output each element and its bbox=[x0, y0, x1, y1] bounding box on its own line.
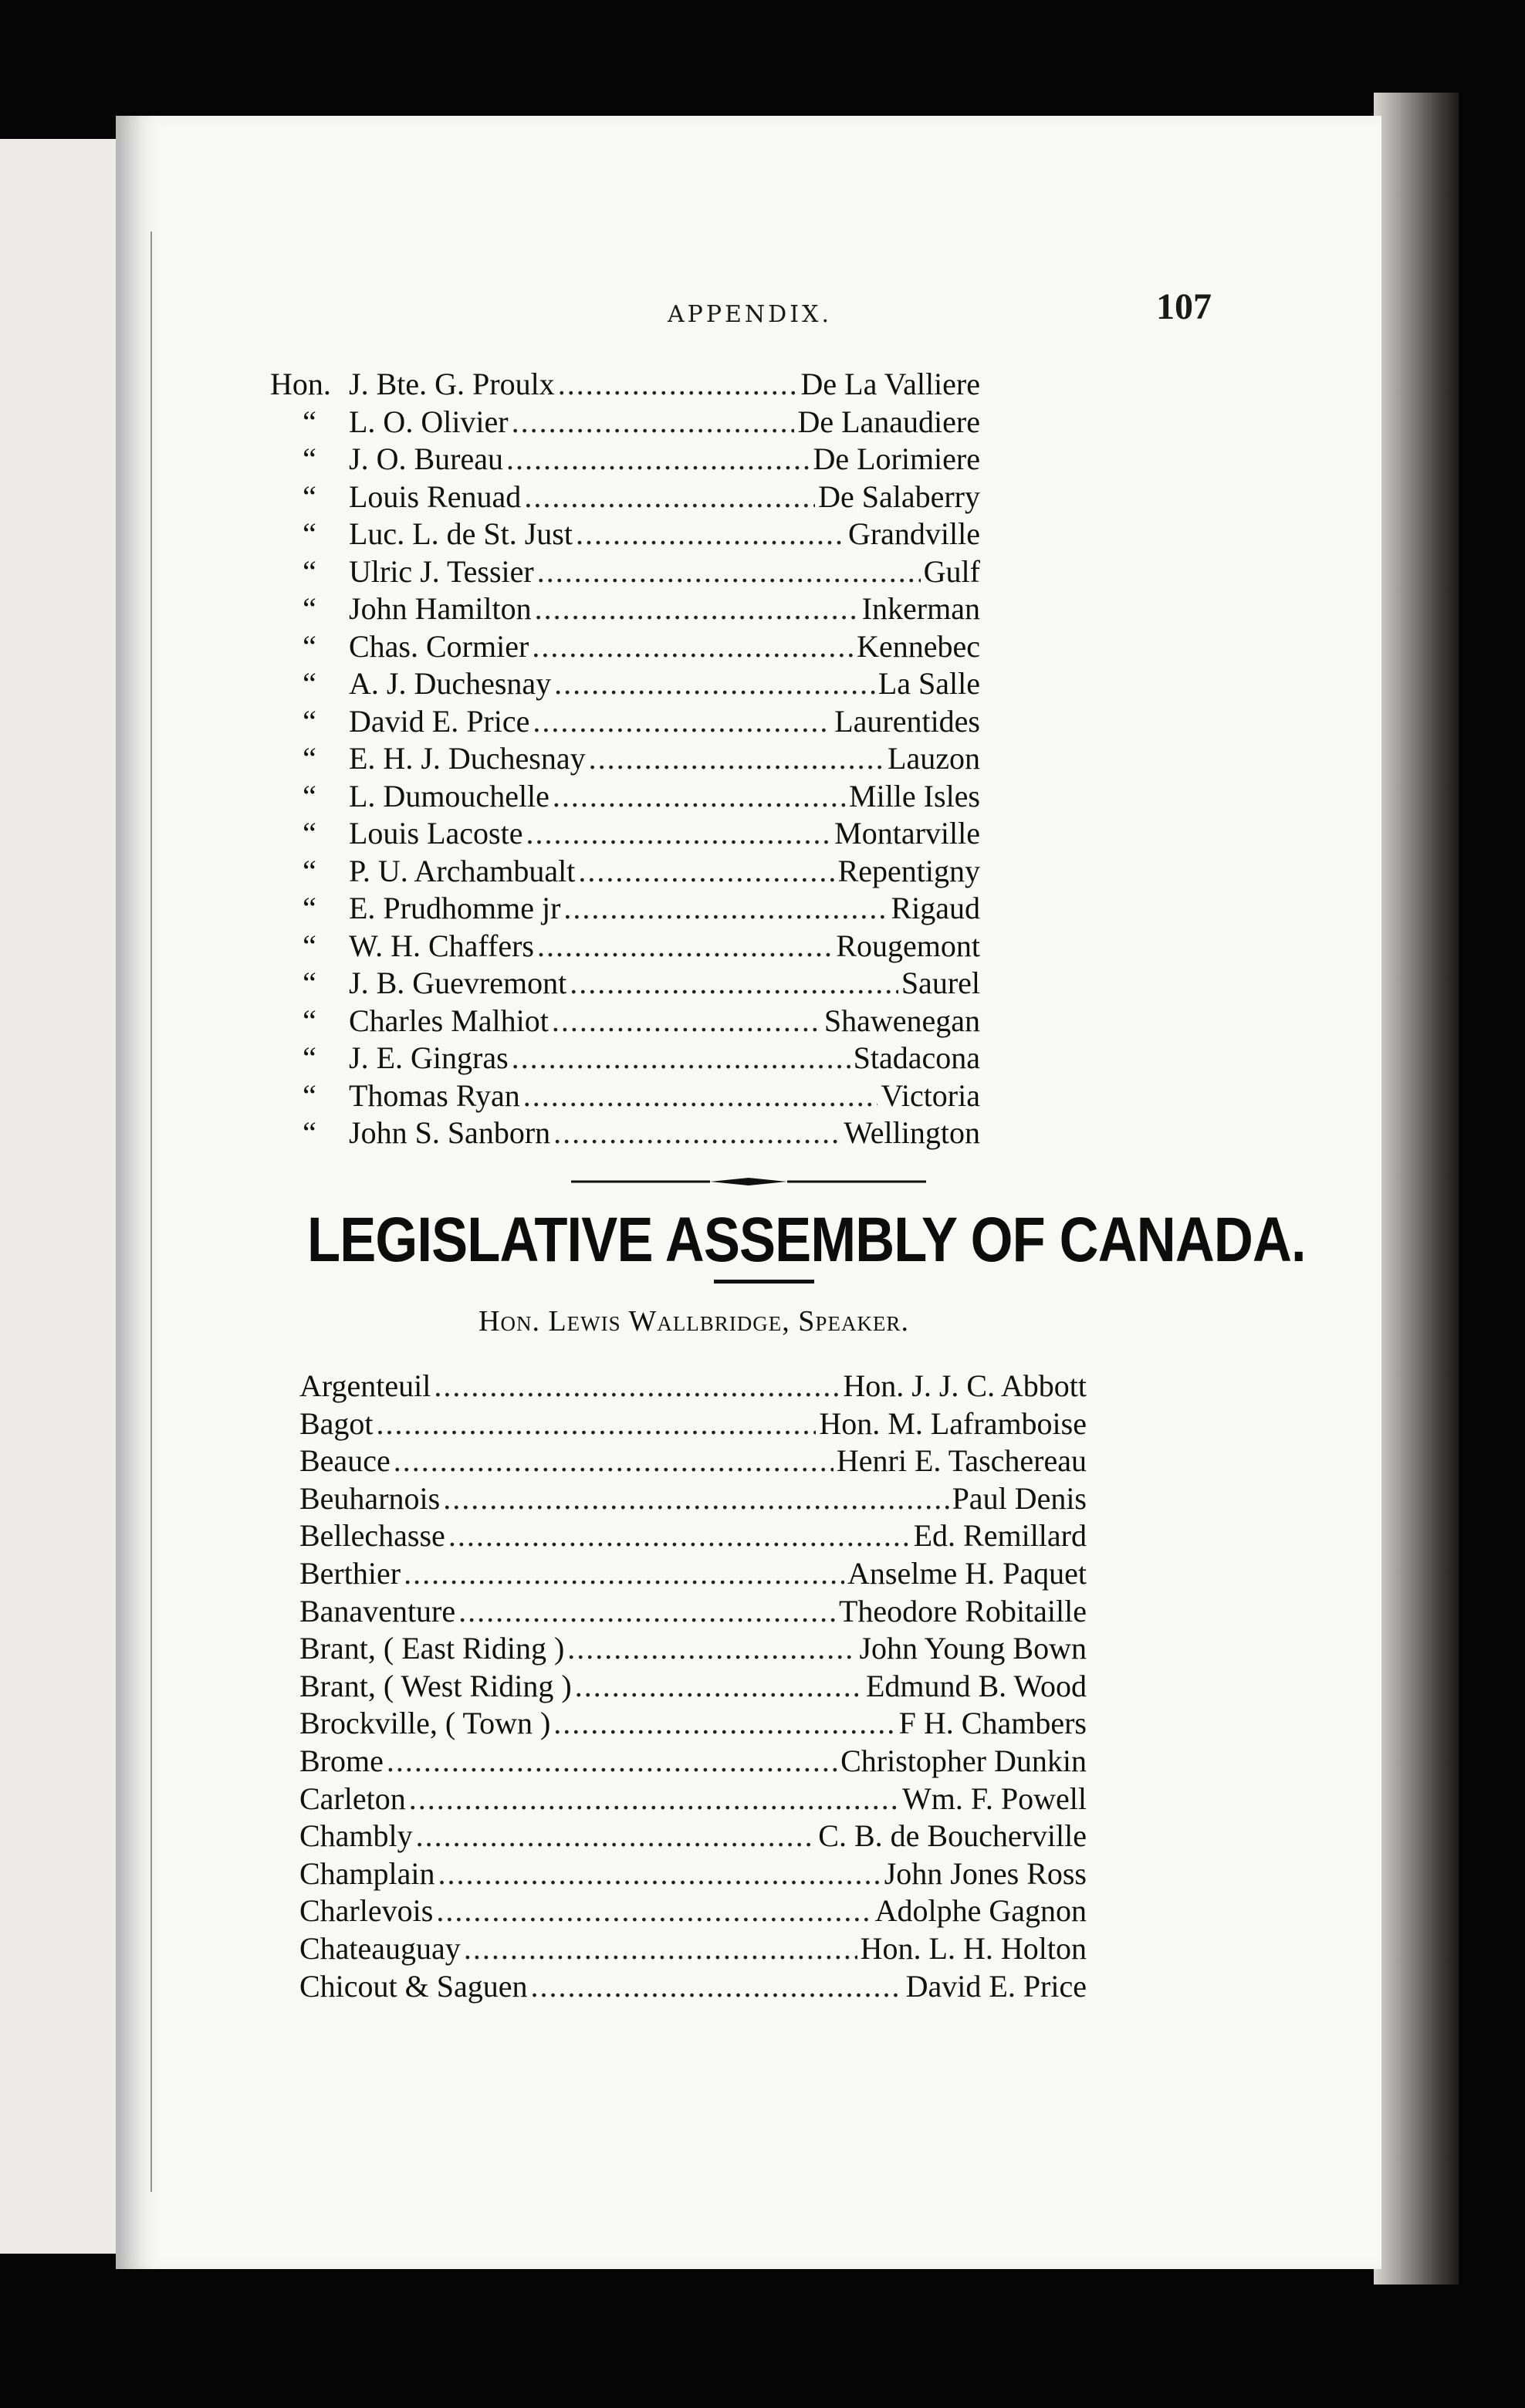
member-name: J. E. Gingras bbox=[349, 1040, 509, 1075]
leader-dots bbox=[438, 1855, 881, 1892]
list-item bbox=[270, 928, 980, 966]
list-item bbox=[270, 553, 980, 591]
list-item bbox=[270, 703, 980, 741]
member-prefix: “ bbox=[303, 628, 316, 664]
list-item bbox=[299, 1405, 1087, 1443]
list-item bbox=[299, 1855, 1087, 1893]
member-prefix: “ bbox=[303, 891, 316, 925]
member-prefix: “ bbox=[303, 1040, 316, 1075]
member-name: L. O. Olivier bbox=[349, 404, 509, 439]
member-prefix: “ bbox=[303, 703, 316, 739]
leader-dots bbox=[553, 1114, 840, 1151]
division-name: Mille Isles bbox=[849, 778, 980, 813]
member-prefix: “ bbox=[303, 441, 316, 476]
member-name: Louis Renuad bbox=[349, 479, 522, 514]
leader-dots bbox=[533, 703, 831, 739]
member-name: Hon. M. Laframboise bbox=[819, 1405, 1087, 1441]
member-name: E. Prudhomme jr bbox=[349, 891, 561, 925]
list-item bbox=[270, 665, 980, 703]
division-name: De Lorimiere bbox=[813, 441, 980, 476]
leader-dots bbox=[553, 778, 846, 814]
constituency-name: Banaventure bbox=[299, 1593, 456, 1628]
member-name: Chas. Cormier bbox=[349, 628, 529, 664]
constituency-name: Champlain bbox=[299, 1855, 435, 1891]
constituency-name: Brockville, ( Town ) bbox=[299, 1706, 551, 1741]
title-underline-rule bbox=[714, 1280, 814, 1283]
member-prefix: “ bbox=[303, 778, 316, 813]
division-name: Grandville bbox=[847, 516, 980, 551]
leader-dots bbox=[526, 815, 832, 851]
leader-dots bbox=[537, 553, 921, 590]
leader-dots bbox=[409, 1781, 899, 1817]
leader-dots bbox=[458, 1593, 836, 1629]
member-prefix: “ bbox=[303, 553, 316, 589]
book-fore-edge bbox=[1374, 93, 1459, 2285]
list-item bbox=[270, 815, 980, 853]
list-item bbox=[270, 965, 980, 1003]
constituency-name: Argenteuil bbox=[299, 1368, 431, 1403]
member-name: W. H. Chaffers bbox=[349, 928, 534, 963]
constituency-name: Chateauguay bbox=[299, 1930, 461, 1966]
member-name: J. B. Guevremont bbox=[349, 966, 567, 1000]
member-name: Paul Denis bbox=[952, 1480, 1087, 1516]
leader-dots bbox=[576, 516, 845, 552]
leader-dots bbox=[523, 1077, 878, 1114]
leader-dots bbox=[531, 1968, 903, 2004]
member-name: Wm. F. Powell bbox=[901, 1781, 1087, 1816]
leader-dots bbox=[553, 1705, 895, 1741]
member-name: C. B. de Boucherville bbox=[818, 1818, 1087, 1854]
division-name: Saurel bbox=[901, 966, 980, 1000]
division-name: Montarville bbox=[834, 816, 980, 851]
constituency-name: Berthier bbox=[299, 1555, 401, 1591]
section-title: LEGISLATIVE ASSEMBLY OF CANADA. bbox=[307, 1205, 1306, 1275]
list-item bbox=[270, 1003, 980, 1040]
list-item bbox=[270, 1040, 980, 1077]
member-name: F H. Chambers bbox=[898, 1706, 1087, 1741]
list-item bbox=[270, 740, 980, 778]
leader-dots bbox=[448, 1517, 911, 1554]
page-gutter-line bbox=[150, 232, 152, 2192]
list-item bbox=[270, 628, 980, 666]
division-name: Wellington bbox=[844, 1115, 980, 1150]
member-name: Edmund B. Wood bbox=[865, 1668, 1087, 1703]
member-prefix: “ bbox=[303, 853, 316, 888]
member-name: E. H. J. Duchesnay bbox=[349, 741, 586, 776]
list-item bbox=[299, 1555, 1087, 1593]
list-item bbox=[299, 1743, 1087, 1781]
member-name: David E. Price bbox=[349, 703, 530, 739]
leader-dots bbox=[506, 441, 810, 477]
list-item bbox=[270, 404, 980, 441]
member-name: John Jones Ross bbox=[884, 1855, 1087, 1891]
member-name: Hon. L. H. Holton bbox=[860, 1930, 1087, 1966]
leader-dots bbox=[558, 366, 798, 402]
list-item bbox=[270, 479, 980, 516]
division-name: Repentigny bbox=[837, 853, 980, 888]
leader-dots bbox=[535, 590, 859, 627]
member-name: Thomas Ryan bbox=[349, 1077, 520, 1113]
member-name: Charles Malhiot bbox=[349, 1003, 549, 1038]
list-item bbox=[299, 1818, 1087, 1855]
assembly-members-list bbox=[299, 1368, 1087, 2005]
leader-dots bbox=[552, 1003, 821, 1039]
member-name: John Young Bown bbox=[859, 1631, 1087, 1666]
leader-dots bbox=[512, 1040, 850, 1076]
member-prefix: “ bbox=[303, 1077, 316, 1113]
speaker-line: Hon. Lewis Wallbridge, Speaker. bbox=[478, 1305, 909, 1338]
member-name: J. O. Bureau bbox=[349, 441, 503, 476]
division-name: Kennebec bbox=[857, 628, 980, 664]
member-name: P. U. Archambualt bbox=[349, 853, 576, 888]
constituency-name: Brant, ( East Riding ) bbox=[299, 1631, 565, 1666]
member-prefix: “ bbox=[303, 404, 316, 439]
constituency-name: Bagot bbox=[299, 1405, 374, 1441]
member-prefix: “ bbox=[303, 1115, 316, 1150]
division-name: Rigaud bbox=[891, 891, 980, 925]
list-item bbox=[270, 1114, 980, 1152]
leader-dots bbox=[589, 740, 884, 776]
list-item bbox=[299, 1368, 1087, 1405]
list-item bbox=[299, 1668, 1087, 1706]
member-name: L. Dumouchelle bbox=[349, 778, 549, 813]
list-item bbox=[270, 853, 980, 891]
member-name: Christopher Dunkin bbox=[840, 1743, 1087, 1778]
division-name: Gulf bbox=[923, 553, 980, 589]
list-item bbox=[270, 366, 980, 404]
list-item bbox=[299, 1968, 1087, 2006]
leader-dots bbox=[404, 1555, 844, 1591]
leader-dots bbox=[434, 1368, 840, 1404]
running-head: APPENDIX. bbox=[668, 301, 832, 328]
constituency-name: Bellechasse bbox=[299, 1518, 445, 1554]
member-prefix: “ bbox=[303, 666, 316, 701]
council-members-list bbox=[270, 366, 980, 1152]
member-name: Ulric J. Tessier bbox=[349, 553, 534, 589]
list-item bbox=[270, 590, 980, 628]
leader-dots bbox=[532, 628, 854, 665]
division-name: De Salaberry bbox=[818, 479, 980, 514]
leader-dots bbox=[443, 1480, 948, 1517]
list-item bbox=[270, 778, 980, 816]
member-name: Theodore Robitaille bbox=[838, 1593, 1087, 1628]
list-item bbox=[270, 1077, 980, 1115]
section-divider-ornament bbox=[571, 1176, 926, 1187]
leader-dots bbox=[436, 1892, 871, 1929]
leader-dots bbox=[524, 479, 815, 515]
member-name: John Hamilton bbox=[349, 591, 532, 626]
leader-dots bbox=[512, 404, 795, 440]
leader-dots bbox=[563, 890, 888, 926]
leader-dots bbox=[567, 1630, 856, 1666]
member-name: A. J. Duchesnay bbox=[349, 666, 552, 701]
constituency-name: Charlevois bbox=[299, 1893, 434, 1929]
member-name: David E. Price bbox=[905, 1968, 1087, 2004]
division-name: Laurentides bbox=[834, 703, 980, 739]
leader-dots bbox=[554, 665, 875, 702]
member-prefix: “ bbox=[303, 928, 316, 963]
leader-dots bbox=[575, 1668, 863, 1704]
member-name: Luc. L. de St. Just bbox=[349, 516, 573, 551]
constituency-name: Brome bbox=[299, 1743, 384, 1778]
member-name: Ed. Remillard bbox=[913, 1518, 1087, 1554]
list-item bbox=[299, 1930, 1087, 1968]
member-prefix: “ bbox=[303, 1003, 316, 1038]
list-item bbox=[299, 1593, 1087, 1631]
list-item bbox=[270, 890, 980, 928]
member-name: Hon. J. J. C. Abbott bbox=[843, 1368, 1087, 1403]
division-name: La Salle bbox=[877, 666, 980, 701]
division-name: Stadacona bbox=[853, 1040, 980, 1075]
constituency-name: Chambly bbox=[299, 1818, 413, 1854]
leader-dots bbox=[394, 1442, 834, 1479]
member-prefix: “ bbox=[303, 966, 316, 1000]
division-name: Lauzon bbox=[888, 741, 980, 776]
constituency-name: Carleton bbox=[299, 1781, 406, 1816]
constituency-name: Chicout & Saguen bbox=[299, 1968, 528, 2004]
list-item bbox=[299, 1517, 1087, 1555]
leader-dots bbox=[537, 928, 833, 964]
division-name: Shawenegan bbox=[823, 1003, 980, 1038]
list-item bbox=[299, 1630, 1087, 1668]
member-name: John S. Sanborn bbox=[349, 1115, 551, 1150]
member-name: Adolphe Gagnon bbox=[874, 1893, 1087, 1929]
list-item bbox=[299, 1892, 1087, 1930]
leader-dots bbox=[387, 1743, 837, 1779]
member-name: J. Bte. G. Proulx bbox=[349, 367, 555, 401]
page-number: 107 bbox=[1156, 286, 1212, 327]
leader-dots bbox=[570, 965, 898, 1001]
division-name: Victoria bbox=[881, 1077, 980, 1113]
list-item bbox=[299, 1480, 1087, 1518]
member-prefix: Hon. bbox=[270, 367, 331, 401]
member-name: Anselme H. Paquet bbox=[847, 1555, 1087, 1591]
constituency-name: Brant, ( West Riding ) bbox=[299, 1668, 572, 1703]
division-name: De Lanaudiere bbox=[797, 404, 980, 439]
member-name: Louis Lacoste bbox=[349, 816, 523, 851]
constituency-name: Beauce bbox=[299, 1443, 391, 1479]
division-name: Inkerman bbox=[861, 591, 980, 626]
list-item bbox=[299, 1705, 1087, 1743]
facing-page-edge bbox=[0, 139, 116, 2254]
leader-dots bbox=[377, 1405, 817, 1442]
member-prefix: “ bbox=[303, 591, 316, 626]
constituency-name: Beuharnois bbox=[299, 1480, 441, 1516]
member-prefix: “ bbox=[303, 816, 316, 851]
leader-dots bbox=[416, 1818, 816, 1854]
member-prefix: “ bbox=[303, 516, 316, 551]
member-name: Henri E. Taschereau bbox=[836, 1443, 1087, 1479]
member-prefix: “ bbox=[303, 741, 316, 776]
division-name: De La Valliere bbox=[800, 367, 980, 401]
leader-dots bbox=[464, 1930, 857, 1967]
list-item bbox=[299, 1781, 1087, 1818]
list-item bbox=[270, 441, 980, 479]
list-item bbox=[270, 516, 980, 553]
list-item bbox=[299, 1442, 1087, 1480]
division-name: Rougemont bbox=[836, 928, 980, 963]
member-prefix: “ bbox=[303, 479, 316, 514]
leader-dots bbox=[578, 853, 834, 889]
